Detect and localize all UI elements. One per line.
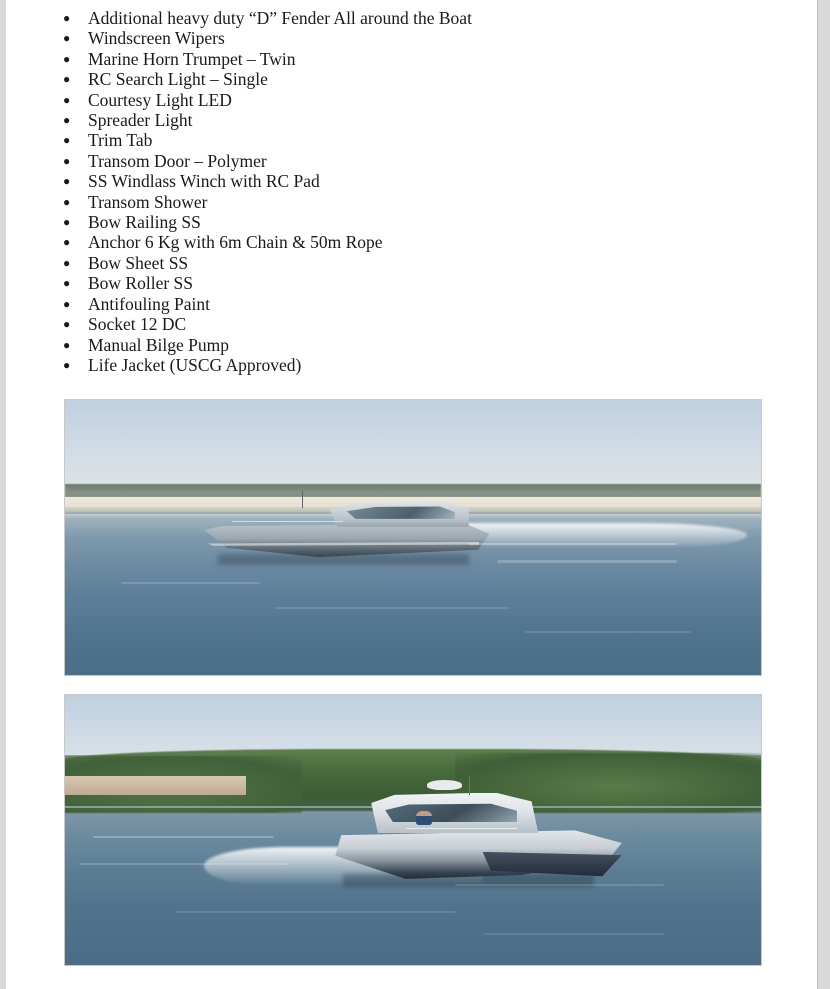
photo-2-canvas — [65, 695, 761, 965]
bullet-icon: ● — [63, 317, 71, 332]
boat-underway-left-photo — [64, 399, 762, 676]
bullet-icon: ● — [63, 255, 71, 270]
wave — [93, 836, 274, 838]
bullet-icon: ● — [63, 153, 71, 168]
mast — [302, 491, 303, 508]
list-item — [40, 28, 777, 48]
list-item — [40, 314, 777, 334]
list-item-label: Transom Shower — [88, 191, 208, 212]
bullet-icon: ● — [63, 72, 71, 87]
bullet-icon: ● — [63, 194, 71, 209]
bullet-icon: ● — [63, 357, 71, 372]
list-item — [40, 253, 777, 273]
wave — [176, 911, 454, 913]
list-item-label: Socket 12 DC — [88, 314, 187, 335]
list-item-label: Additional heavy duty “D” Fender All around the Boat — [88, 8, 472, 28]
list-item-label: SS Windlass Winch with RC Pad — [88, 171, 320, 192]
bullet-icon: ● — [63, 235, 71, 250]
list-item-label: Trim Tab — [88, 130, 153, 151]
wave — [524, 631, 691, 633]
list-item — [40, 130, 777, 150]
list-item — [40, 212, 777, 232]
list-item-label: Antifouling Paint — [88, 293, 211, 314]
bullet-icon: ● — [63, 296, 71, 311]
bullet-icon: ● — [63, 11, 71, 25]
list-item — [40, 8, 777, 28]
list-item-label: Spreader Light — [88, 110, 193, 131]
bullet-icon: ● — [63, 276, 71, 291]
bullet-icon: ● — [63, 51, 71, 66]
list-item — [40, 232, 777, 252]
radar-dome-icon — [427, 780, 462, 789]
wave — [483, 933, 664, 935]
wave — [274, 607, 511, 609]
photo-1-canvas — [65, 400, 761, 675]
list-item — [40, 294, 777, 314]
bow-railing — [406, 828, 517, 829]
list-item — [40, 335, 777, 355]
wave — [497, 560, 678, 563]
list-item-label: Bow Roller SS — [88, 273, 194, 294]
list-item-label: Courtesy Light LED — [88, 89, 232, 110]
cabin-windscreen — [385, 803, 517, 822]
photo-gallery — [40, 399, 777, 966]
list-item-label: Bow Railing SS — [88, 212, 201, 233]
wave — [79, 863, 288, 865]
bow-railing — [232, 521, 343, 522]
bullet-icon: ● — [63, 113, 71, 128]
list-item-label: Marine Horn Trumpet – Twin — [88, 48, 296, 69]
boat-hull — [204, 524, 489, 557]
list-item-label: Anchor 6 Kg with 6m Chain & 50m Rope — [88, 232, 383, 253]
list-item — [40, 273, 777, 293]
list-item — [40, 90, 777, 110]
person-onboard — [416, 811, 431, 825]
hull-reflection — [218, 554, 469, 565]
list-item-label: Transom Door – Polymer — [88, 150, 267, 171]
page-left-margin — [0, 0, 6, 989]
antenna — [469, 776, 470, 795]
bullet-icon: ● — [63, 174, 71, 189]
equipment-spec-list — [40, 0, 777, 375]
bullet-icon: ● — [63, 133, 71, 148]
wave — [121, 582, 260, 584]
list-item-label: Life Jacket (USCG Approved) — [88, 354, 302, 375]
list-item — [40, 192, 777, 212]
wave — [455, 884, 664, 886]
list-item — [40, 151, 777, 171]
boat-underway-right-photo — [64, 694, 762, 966]
list-item — [40, 171, 777, 191]
sky — [65, 695, 761, 754]
bullet-icon: ● — [63, 215, 71, 230]
bullet-icon: ● — [63, 337, 71, 352]
list-item-label: Bow Sheet SS — [88, 252, 189, 273]
list-item-label: Manual Bilge Pump — [88, 334, 229, 355]
bullet-icon: ● — [63, 92, 71, 107]
sand-beach — [65, 776, 246, 795]
sky — [65, 400, 761, 494]
list-item-label: RC Search Light – Single — [88, 69, 268, 90]
list-item — [40, 355, 777, 375]
list-item-label: Windscreen Wipers — [88, 28, 225, 49]
list-item — [40, 110, 777, 130]
wave — [469, 543, 678, 545]
list-item — [40, 49, 777, 69]
bullet-icon: ● — [63, 31, 71, 46]
list-item — [40, 69, 777, 89]
